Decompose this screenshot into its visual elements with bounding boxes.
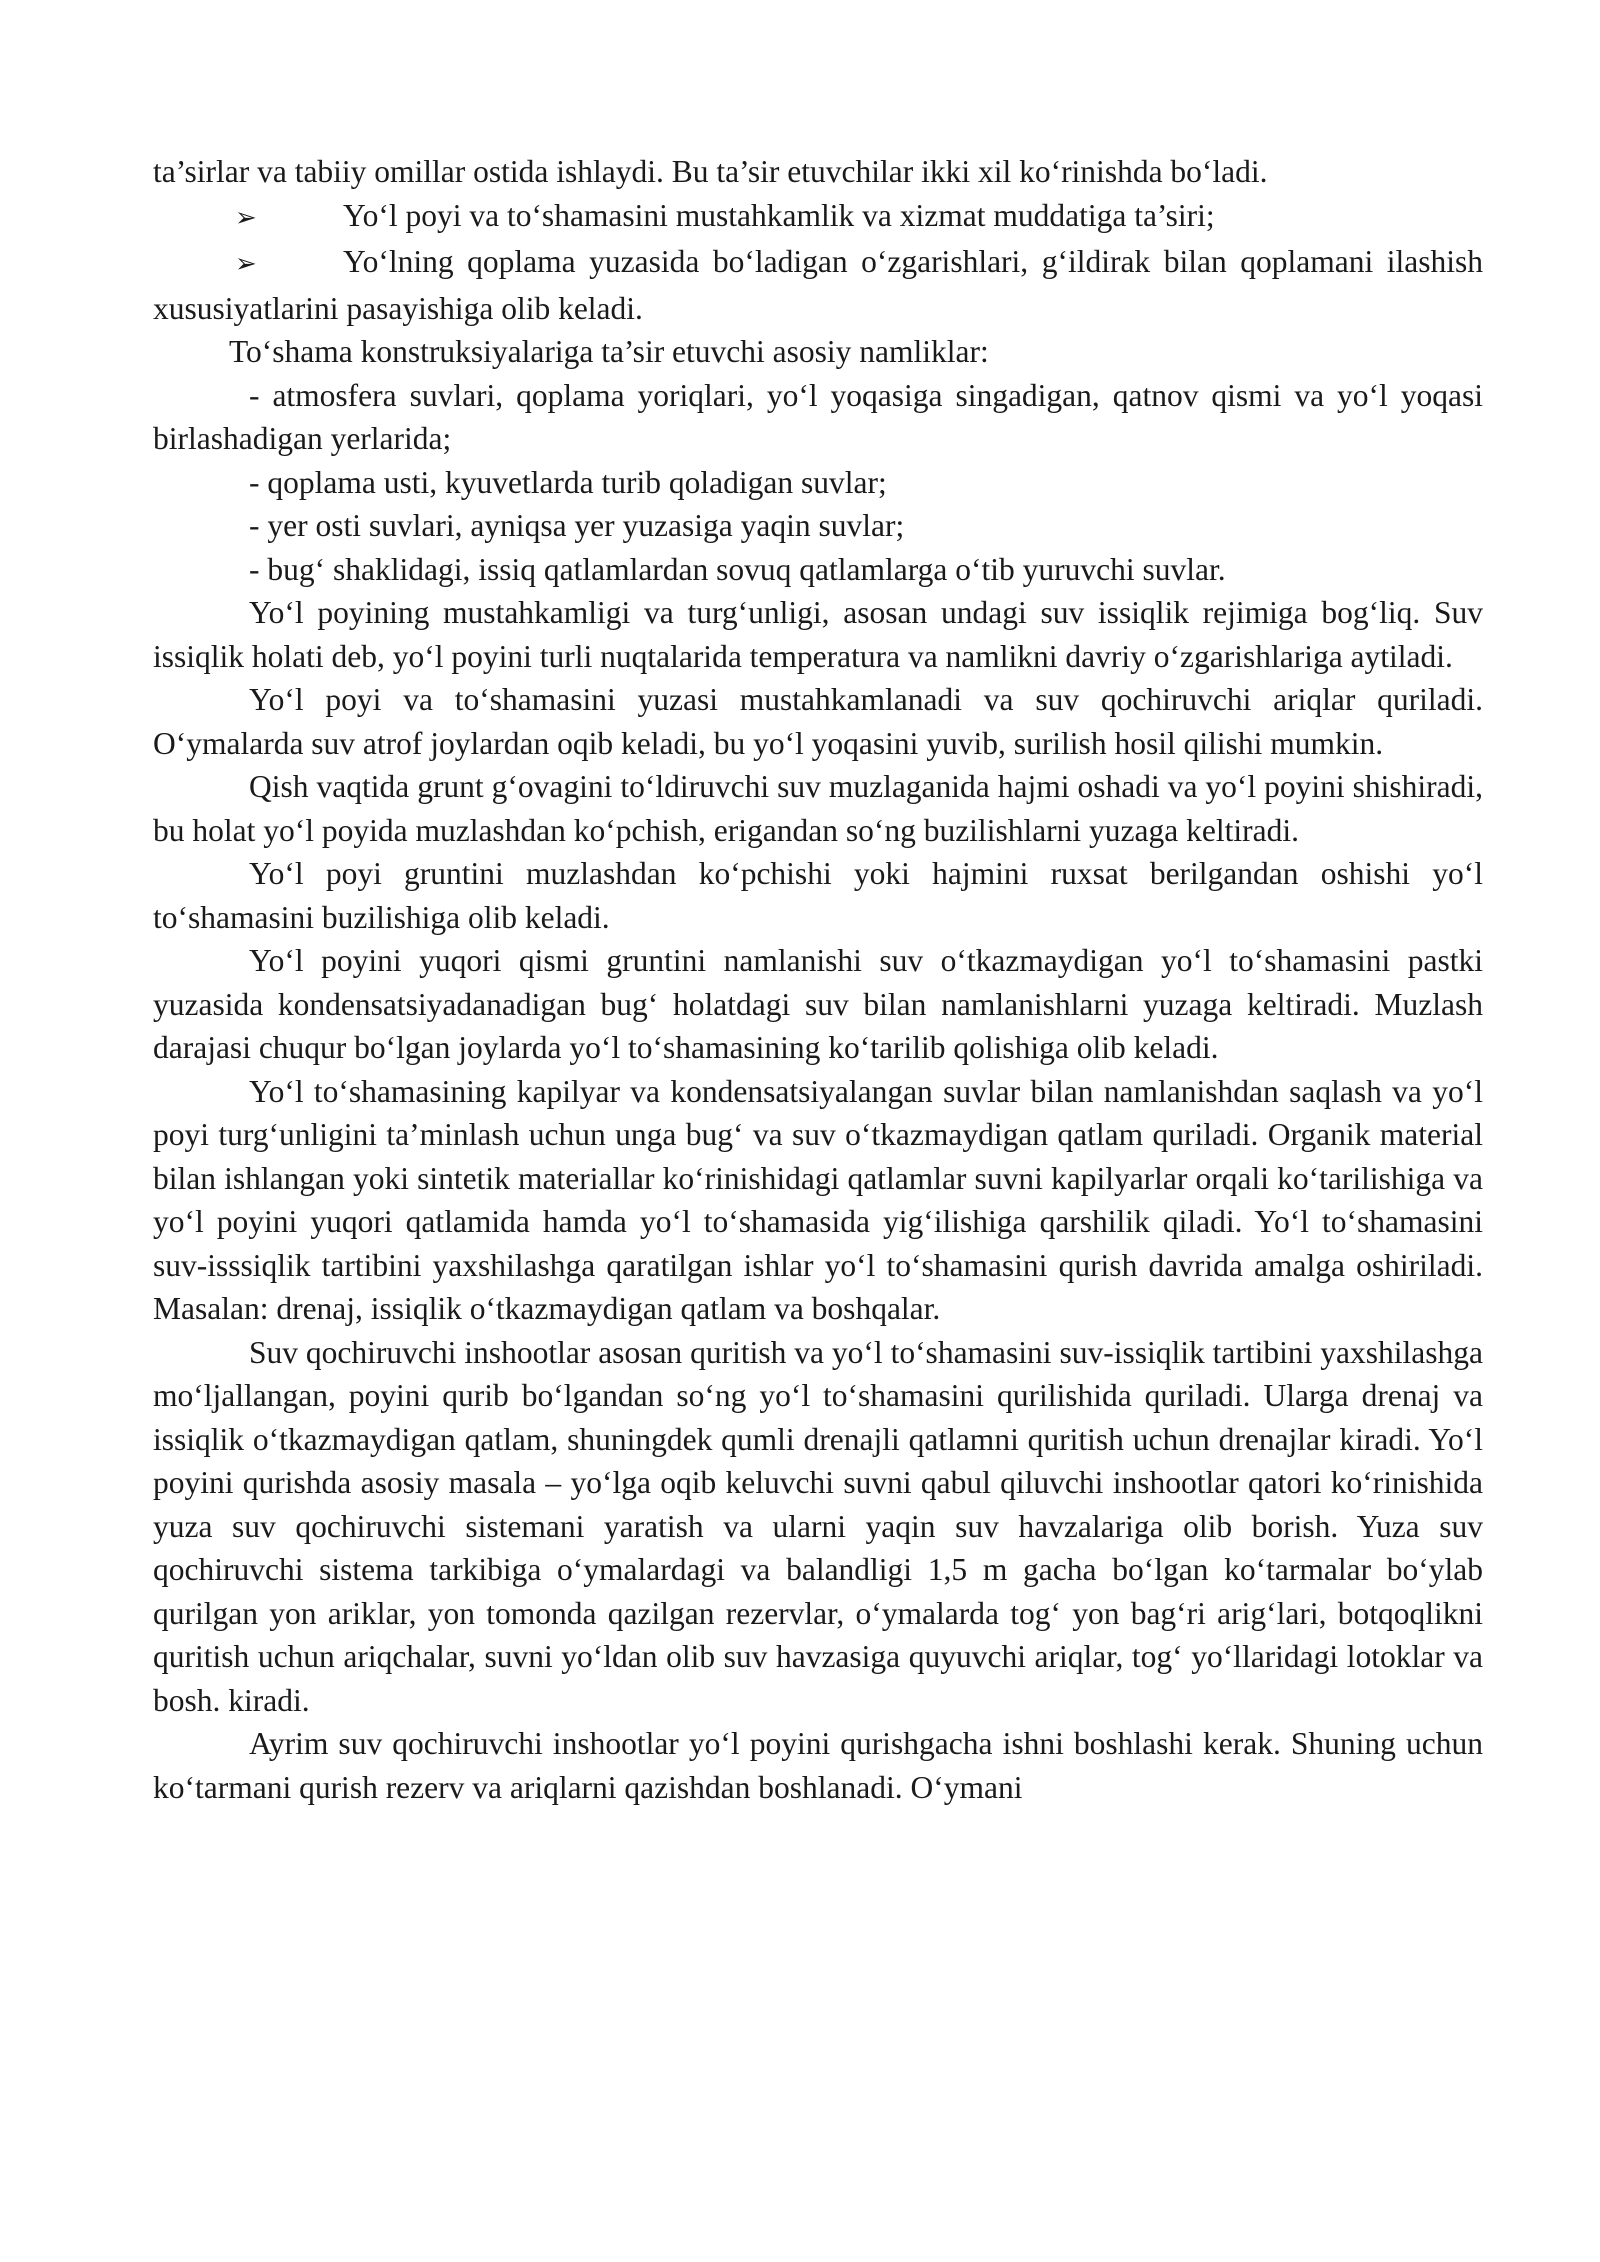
bullet-item [153,194,1483,241]
body-paragraph: Yo‘l poyi gruntini muzlashdan ko‘pchishi yoki hajmini ruxsat berilgandan oshishi yo‘l to‘shamasini buzilishiga olib keladi. [153,856,1483,935]
body-paragraph: Yo‘l poyining mustahkamligi va turg‘unligi, asosan undagi suv issiqlik rejimiga bog‘liq. Suv issiqlik holati deb, yo‘l poyini turli nuqtalarida temperatura va namlikni davriy o‘zgarishlariga aytiladi. [153,595,1483,674]
moisture-item: - atmosfera suvlari, qoplama yoriqlari, yo‘l yoqasiga singadigan, qatnov qismi va yo‘l yoqasi birlashadigan yerlarida; [153,377,1483,456]
bullet-item [153,240,1483,330]
intro-paragraph: ta’sirlar va tabiiy omillar ostida ishlaydi. Bu ta’sir etuvchilar ikki xil ko‘rinishda bo‘ladi. [153,154,1268,189]
document-page [153,150,1483,1809]
moisture-item: - bug‘ shaklidagi, issiq qatlamlardan sovuq qatlamlarga o‘tib yuruvchi suvlar. [249,551,1226,587]
body-paragraph: Yo‘l to‘shamasining kapilyar va kondensatsiyalangan suvlar bilan namlanishdan saqlash va yo‘l poyi turg‘unligini ta’minlash uchun unga bug‘ va suv o‘tkazmaydigan qatlam quriladi. Organik material bilan ishlangan yoki sintetik materiallar ko‘rinishidagi qatlamlar suvni kapilyarlar orqali ko‘tarilishiga va yo‘l poyini yuqori qatlamida hamda yo‘l to‘shamasida yig‘ilishiga qarshilik qiladi. Yo‘l to‘shamasini suv-isssiqlik tartibini yaxshilashga qaratilgan ishlar yo‘l to‘shamasini qurish davrida amalga oshiriladi. Masalan: drenaj, issiqlik o‘tkazmaydigan qatlam va boshqalar. [153,1073,1483,1326]
moisture-item: - qoplama usti, kyuvetlarda turib qoladigan suvlar; [249,464,887,500]
body-paragraph: Yo‘l poyini yuqori qismi gruntini namlanishi suv o‘tkazmaydigan yo‘l to‘shamasini pastki yuzasida kondensatsiyadanadigan bug‘ holatdagi suv bilan namlanishlarni yuzaga keltiradi. Muzlash darajasi chuqur bo‘lgan joylarda yo‘l to‘shamasining ko‘tarilib qolishiga olib keladi. [153,943,1483,1065]
bullet-text: Yo‘l poyi va to‘shamasini mustahkamlik va xizmat muddatiga ta’siri; [343,197,1215,233]
moisture-heading: To‘shama konstruksiyalariga ta’sir etuvchi asosiy namliklar: [229,334,989,369]
body-paragraph: Qish vaqtida grunt g‘ovagini to‘ldiruvchi suv muzlaganida hajmi oshadi va yo‘l poyini shishiradi, bu holat yo‘l poyida muzlashdan ko‘pchish, erigandan so‘ng buzilishlarni yuzaga keltiradi. [153,769,1483,848]
arrow-bullet-icon: ➢ [235,249,257,279]
body-paragraph: Suv qochiruvchi inshootlar asosan quritish va yo‘l to‘shamasini suv-issiqlik tartibini yaxshilashga mo‘ljallangan, poyini qurib bo‘lgandan so‘ng yo‘l to‘shamasini qurilishida quriladi. Ularga drenaj va issiqlik o‘tkazmaydigan qatlam, shuningdek qumli drenajli qatlamni quritish uchun drenajlar kiradi. Yo‘l poyini qurishda asosiy masala – yo‘lga oqib keluvchi suvni qabul qiluvchi inshootlar qatori ko‘rinishida yuza suv qochiruvchi sistemani yaratish va ularni yaqin suv havzalariga olib borish. Yuza suv qochiruvchi sistema tarkibiga o‘ymalardagi va balandligi 1,5 m gacha bo‘lgan ko‘tarmalar bo‘ylab qurilgan yon ariklar, yon tomonda qazilgan rezervlar, o‘ymalarda tog‘ yon bag‘ri arig‘lari, botqoqlikni quritish uchun ariqchalar, suvni yo‘ldan olib suv havzasiga quyuvchi ariqlar, tog‘ yo‘llaridagi lotoklar va bosh. kiradi. [153,1334,1483,1718]
moisture-item: - yer osti suvlari, ayniqsa yer yuzasiga yaqin suvlar; [249,508,905,543]
bullet-text: Yo‘lning qoplama yuzasida bo‘ladigan o‘zgarishlari, g‘ildirak bilan qoplamani ilashish xususiyatlarini pasayishiga olib keladi. [153,244,1483,326]
arrow-bullet-icon: ➢ [235,202,257,233]
body-paragraph: Ayrim suv qochiruvchi inshootlar yo‘l poyini qurishgacha ishni boshlashi kerak. Shuning uchun ko‘tarmani qurish rezerv va ariqlarni qazishdan boshlanadi. O‘ymani [153,1726,1483,1805]
body-paragraph: Yo‘l poyi va to‘shamasini yuzasi mustahkamlanadi va suv qochiruvchi ariqlar quriladi. O‘ymalarda suv atrof joylardan oqib keladi, bu yo‘l yoqasini yuvib, surilish hosil qilishi mumkin. [153,682,1483,761]
